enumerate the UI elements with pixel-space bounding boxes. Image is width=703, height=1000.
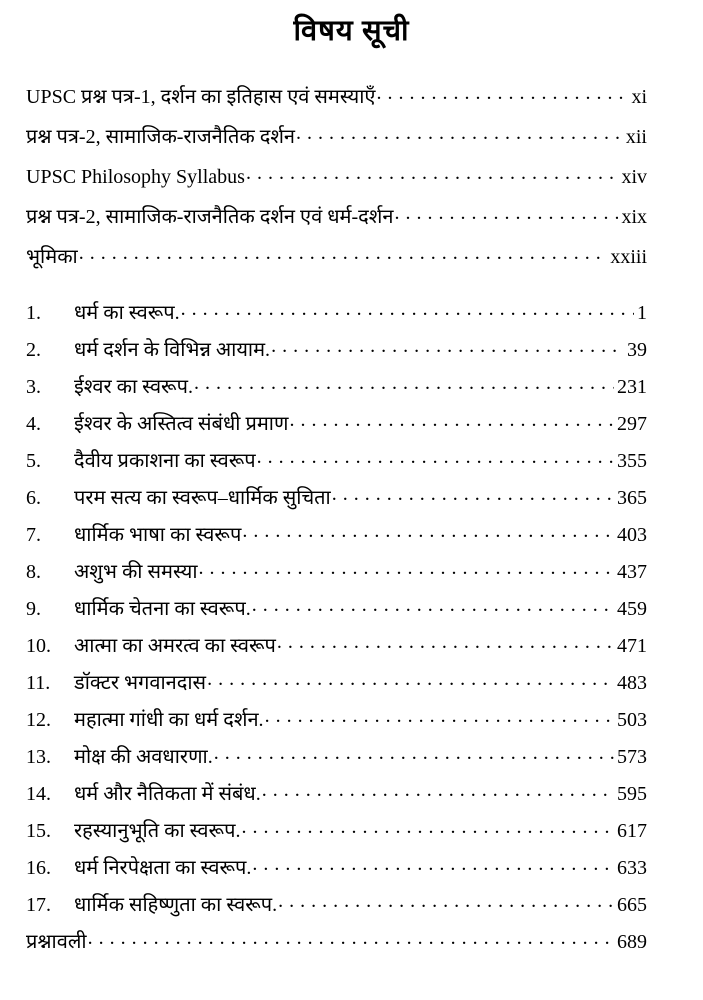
- chapter-title: धर्म का स्वरूप.: [74, 301, 180, 324]
- chapter-page: 297: [617, 412, 647, 435]
- chapter-title: ईश्वर के अस्तित्व संबंधी प्रमाण: [74, 412, 289, 435]
- page-title: विषय सूची: [293, 15, 410, 47]
- chapter-title: धर्म निरपेक्षता का स्वरूप.: [74, 856, 252, 879]
- chapter-row[interactable]: [26, 891, 647, 928]
- dot-leader: [181, 299, 634, 319]
- chapter-row[interactable]: [26, 558, 647, 595]
- front-matter-row[interactable]: [26, 163, 647, 203]
- chapter-title: दैवीय प्रकाशना का स्वरूप: [74, 449, 256, 472]
- dot-leader: [252, 854, 614, 874]
- chapter-number: 6.: [26, 486, 41, 509]
- dot-leader: [88, 928, 614, 948]
- chapter-title: धार्मिक सहिष्णुता का स्वरूप.: [74, 893, 278, 916]
- chapter-number: 5.: [26, 449, 41, 472]
- front-matter-row[interactable]: [26, 123, 647, 163]
- chapter-page: 403: [617, 523, 647, 546]
- chapter-page: 355: [617, 449, 647, 472]
- chapter-title: परम सत्य का स्वरूप–धार्मिक सुचिता: [74, 486, 331, 509]
- chapter-title: धर्म और नैतिकता में संबंध.: [74, 782, 261, 805]
- chapter-page: 665: [617, 893, 647, 916]
- back-matter-list: [0, 928, 703, 965]
- front-matter-label: UPSC Philosophy Syllabus: [26, 165, 245, 188]
- chapter-number: 13.: [26, 745, 51, 768]
- chapter-row[interactable]: [26, 595, 647, 632]
- chapter-row[interactable]: [26, 743, 647, 780]
- back-matter-label: प्रश्नावली: [26, 930, 87, 953]
- chapter-title: अशुभ की समस्या: [74, 560, 198, 583]
- front-matter-label: UPSC प्रश्न पत्र-1, दर्शन का इतिहास एवं समस्याएँ: [26, 85, 376, 108]
- dot-leader: [207, 669, 614, 689]
- chapter-page: 1: [637, 301, 647, 324]
- dot-leader: [332, 484, 614, 504]
- dot-leader: [271, 336, 624, 356]
- chapter-number: 8.: [26, 560, 41, 583]
- chapter-row[interactable]: [26, 854, 647, 891]
- chapter-page: 231: [617, 375, 647, 398]
- chapter-number: 15.: [26, 819, 51, 842]
- chapter-number: 9.: [26, 597, 41, 620]
- dot-leader: [277, 632, 614, 652]
- front-matter-label: प्रश्न पत्र-2, सामाजिक-राजनैतिक दर्शन एवं धर्म-दर्शन: [26, 205, 394, 228]
- dot-leader: [296, 123, 623, 143]
- chapter-title: डॉक्टर भगवानदास: [74, 671, 207, 694]
- front-matter-label: प्रश्न पत्र-2, सामाजिक-राजनैतिक दर्शन: [26, 125, 296, 148]
- front-matter-page: xii: [625, 125, 647, 148]
- chapter-row[interactable]: [26, 817, 647, 854]
- front-matter-row[interactable]: [26, 83, 647, 123]
- chapter-title: धार्मिक चेतना का स्वरूप.: [74, 597, 251, 620]
- chapter-number: 10.: [26, 634, 51, 657]
- chapter-page: 459: [617, 597, 647, 620]
- dot-leader: [79, 243, 608, 263]
- chapter-row[interactable]: [26, 706, 647, 743]
- chapter-row[interactable]: [26, 484, 647, 521]
- chapter-row[interactable]: [26, 632, 647, 669]
- chapter-row[interactable]: [26, 299, 647, 336]
- front-matter-page: xxiii: [610, 245, 647, 268]
- chapter-page: 595: [617, 782, 647, 805]
- chapter-page: 39: [627, 338, 647, 361]
- chapter-page: 483: [617, 671, 647, 694]
- dot-leader: [194, 373, 614, 393]
- dot-leader: [199, 558, 614, 578]
- chapter-number: 3.: [26, 375, 41, 398]
- chapter-number: 2.: [26, 338, 41, 361]
- dot-leader: [241, 817, 614, 837]
- dot-leader: [242, 521, 614, 541]
- dot-leader: [257, 447, 614, 467]
- chapter-title: ईश्वर का स्वरूप.: [74, 375, 193, 398]
- front-matter-page: xix: [621, 205, 647, 228]
- chapter-title: धर्म दर्शन के विभिन्न आयाम.: [74, 338, 271, 361]
- front-matter-list: [0, 83, 703, 283]
- chapter-list: [0, 299, 703, 928]
- chapter-number: 12.: [26, 708, 51, 731]
- dot-leader: [252, 595, 614, 615]
- chapter-row[interactable]: [26, 336, 647, 373]
- chapter-page: 365: [617, 486, 647, 509]
- dot-leader: [376, 83, 628, 103]
- chapter-page: 471: [617, 634, 647, 657]
- chapter-row[interactable]: [26, 410, 647, 447]
- front-matter-row[interactable]: [26, 203, 647, 243]
- chapter-title: मोक्ष की अवधारणा.: [74, 745, 213, 768]
- dot-leader: [278, 891, 614, 911]
- chapter-number: 7.: [26, 523, 41, 546]
- chapter-title: रहस्यानुभूति का स्वरूप.: [74, 819, 241, 842]
- chapter-number: 17.: [26, 893, 51, 916]
- chapter-row[interactable]: [26, 447, 647, 484]
- chapter-number: 16.: [26, 856, 51, 879]
- chapter-row[interactable]: [26, 669, 647, 706]
- chapter-number: 14.: [26, 782, 51, 805]
- chapter-title: आत्मा का अमरत्व का स्वरूप: [74, 634, 276, 657]
- chapter-row[interactable]: [26, 780, 647, 817]
- chapter-title: महात्मा गांधी का धर्म दर्शन.: [74, 708, 264, 731]
- chapter-number: 11.: [26, 671, 51, 694]
- dot-leader: [289, 410, 614, 430]
- back-matter-row[interactable]: [26, 928, 647, 965]
- chapter-page: 503: [617, 708, 647, 731]
- chapter-page: 633: [617, 856, 647, 879]
- back-matter-page: 689: [617, 930, 647, 953]
- dot-leader: [262, 780, 614, 800]
- dot-leader: [214, 743, 614, 763]
- front-matter-row[interactable]: [26, 243, 647, 283]
- dot-leader: [394, 203, 618, 223]
- chapter-row[interactable]: [26, 521, 647, 558]
- chapter-row[interactable]: [26, 373, 647, 410]
- dot-leader: [246, 163, 618, 183]
- chapter-number: 4.: [26, 412, 41, 435]
- dot-leader: [265, 706, 614, 726]
- chapter-title: धार्मिक भाषा का स्वरूप: [74, 523, 242, 546]
- chapter-page: 437: [617, 560, 647, 583]
- front-matter-label: भूमिका: [26, 245, 78, 268]
- front-matter-page: xi: [631, 85, 647, 108]
- chapter-page: 617: [617, 819, 647, 842]
- front-matter-page: xiv: [621, 165, 647, 188]
- chapter-page: 573: [617, 745, 647, 768]
- chapter-number: 1.: [26, 301, 41, 324]
